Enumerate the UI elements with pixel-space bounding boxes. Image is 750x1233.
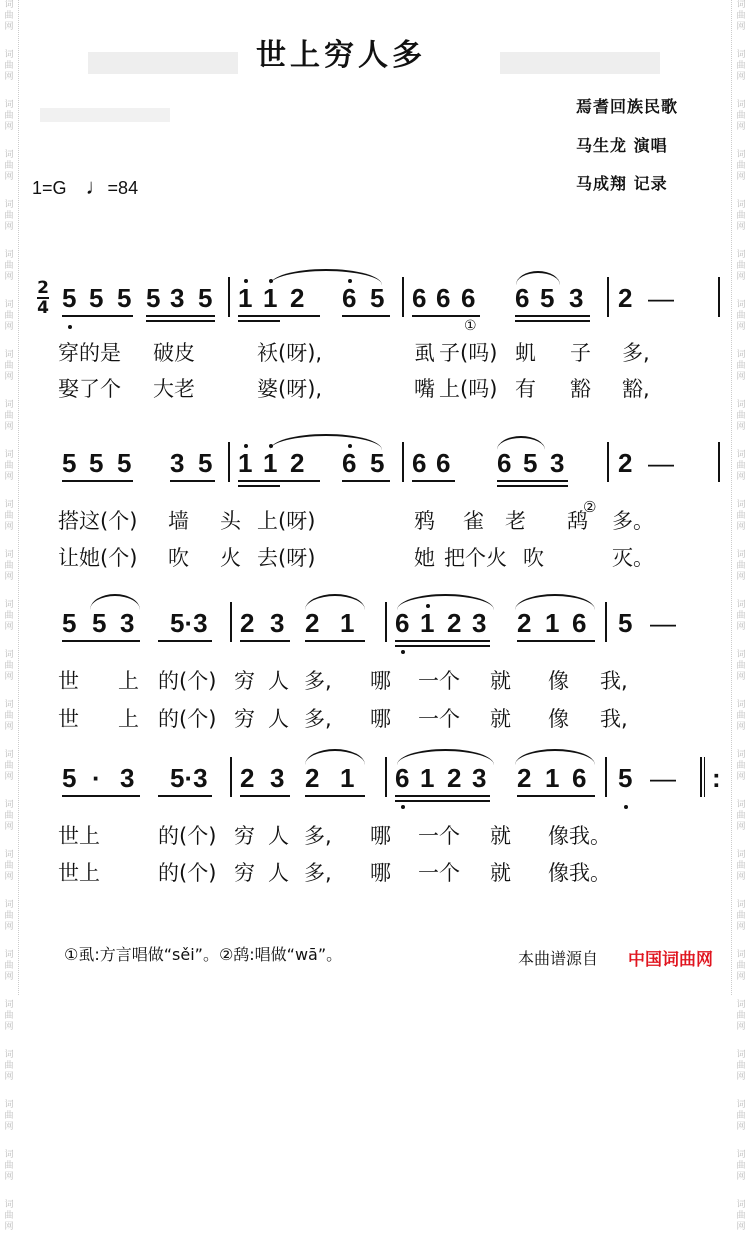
barline	[228, 442, 230, 482]
note: 5	[89, 283, 104, 313]
tie	[497, 436, 545, 450]
note: 5	[540, 283, 555, 313]
lyric: 豁,	[622, 377, 650, 401]
lyric: 老	[505, 509, 526, 533]
note: —	[648, 448, 674, 478]
note: ·	[92, 763, 101, 793]
barline	[605, 602, 607, 642]
lyric: 我,	[600, 669, 628, 693]
barline	[385, 757, 387, 797]
watermark-text: 词 曲 网	[4, 300, 14, 332]
note: 1	[238, 448, 253, 478]
note: 5	[117, 283, 132, 313]
underline-beam	[62, 640, 140, 642]
tie	[516, 271, 560, 285]
note: 6	[436, 448, 451, 478]
octave-dot-below	[624, 805, 628, 809]
note: 3	[270, 608, 285, 638]
note: 1	[340, 608, 355, 638]
credit-singer: 马生龙 演唱	[576, 136, 668, 155]
note: 5	[62, 763, 77, 793]
lyric: 的(个)	[158, 861, 217, 885]
note: 5	[62, 283, 77, 313]
lyric: 上(吗)	[439, 377, 498, 401]
note: 5	[146, 283, 161, 313]
double-underline-beam	[238, 320, 280, 322]
watermark-text: 词 曲 网	[736, 500, 746, 532]
lyric: 哪	[370, 861, 391, 885]
watermark-text: 词 曲 网	[4, 750, 14, 782]
watermark-text: 词 曲 网	[736, 0, 746, 32]
footnote: ①虱:方言唱做“sěi”。②鸹:唱做“wā”。	[64, 945, 343, 964]
octave-dot-below	[401, 805, 405, 809]
lyric: 灭。	[612, 546, 654, 570]
note: 2	[240, 608, 255, 638]
underline-beam	[517, 795, 595, 797]
lyric: 豁	[570, 377, 591, 401]
note: 6	[342, 283, 357, 313]
watermark-text: 词 曲 网	[4, 100, 14, 132]
underline-beam	[158, 795, 212, 797]
lyric: 就	[490, 707, 511, 731]
note: 6	[412, 283, 427, 313]
note: 1	[545, 763, 560, 793]
footnote-marker-1: ①	[464, 318, 477, 334]
lyric: 像	[548, 669, 569, 693]
lyric: 她	[414, 546, 435, 570]
note: 6	[395, 608, 410, 638]
note: 6	[436, 283, 451, 313]
octave-dot-above	[348, 279, 352, 283]
lyric: 穷	[234, 861, 255, 885]
note: 5·3	[170, 608, 208, 638]
barline	[700, 757, 702, 797]
note: 3	[120, 763, 135, 793]
note: 1	[263, 448, 278, 478]
note: 5	[89, 448, 104, 478]
note: 3	[550, 448, 565, 478]
lyric: 虱	[414, 341, 435, 365]
underline-beam	[342, 480, 390, 482]
lyric: 就	[490, 824, 511, 848]
lyric: 子	[570, 341, 591, 365]
underline-beam	[517, 640, 595, 642]
watermark-text: 词 曲 网	[4, 850, 14, 882]
lyric: 一个	[418, 824, 460, 848]
lyric: 破皮	[153, 341, 195, 365]
lyric: 一个	[418, 707, 460, 731]
lyric: 人	[268, 861, 289, 885]
lyric: 上	[118, 707, 139, 731]
double-underline-beam	[395, 645, 490, 647]
lyric: 雀	[463, 509, 484, 533]
note: 5	[117, 448, 132, 478]
credit-origin: 焉耆回族民歌	[576, 97, 679, 116]
lyric: 有	[515, 377, 536, 401]
underline-beam	[342, 315, 390, 317]
lyric: 世	[58, 669, 79, 693]
watermark-text: 词 曲 网	[736, 550, 746, 582]
note: —	[650, 608, 676, 638]
octave-dot-above	[269, 444, 273, 448]
barline	[385, 602, 387, 642]
note: 5	[62, 608, 77, 638]
octave-dot-above	[244, 444, 248, 448]
underline-beam	[62, 315, 133, 317]
lyric: 头	[220, 509, 241, 533]
underline-beam	[62, 795, 140, 797]
barline	[230, 757, 232, 797]
lyric: 世	[58, 707, 79, 731]
lyric: 嘴	[414, 377, 435, 401]
note: 3	[170, 448, 185, 478]
time-signature-top: 2	[37, 278, 49, 298]
underline-beam	[62, 480, 133, 482]
watermark-text: 词 曲 网	[4, 1200, 14, 1232]
octave-dot-above	[348, 444, 352, 448]
watermark-text: 词 曲 网	[4, 900, 14, 932]
note: 3	[120, 608, 135, 638]
slur	[90, 594, 140, 610]
watermark-text: 词 曲 网	[736, 1050, 746, 1082]
octave-dot-above	[244, 279, 248, 283]
watermark-text: 词 曲 网	[736, 600, 746, 632]
lyric: 哪	[370, 669, 391, 693]
lyric: 多,	[622, 341, 650, 365]
lyric: 吹	[523, 546, 544, 570]
note: 6	[395, 763, 410, 793]
watermark-text: 词 曲 网	[736, 200, 746, 232]
note: 2	[240, 763, 255, 793]
lyric: 火	[220, 546, 241, 570]
lyric: 去(呀)	[257, 546, 316, 570]
lyric: 子(吗)	[439, 341, 498, 365]
repeat-barline	[704, 757, 705, 797]
watermark-text: 词 曲 网	[4, 250, 14, 282]
note: 5	[523, 448, 538, 478]
lyric: 上	[118, 669, 139, 693]
lyric: 多,	[304, 861, 332, 885]
tempo-value: =84	[107, 178, 139, 198]
left-watermark-strip	[0, 0, 19, 1232]
watermark-text: 词 曲 网	[736, 900, 746, 932]
lyric: 袄(呀),	[257, 341, 323, 365]
watermark-text: 词 曲 网	[4, 550, 14, 582]
note: 5	[370, 283, 385, 313]
quarter-note-icon: ♩	[85, 174, 108, 199]
underline-beam	[395, 795, 490, 797]
lyric: 人	[268, 669, 289, 693]
octave-dot-above	[269, 279, 273, 283]
barline	[402, 442, 404, 482]
key-signature	[32, 174, 138, 200]
scan-noise	[40, 108, 170, 122]
note: 1	[420, 608, 435, 638]
note: 2	[618, 283, 633, 313]
underline-beam	[158, 640, 212, 642]
underline-beam	[146, 315, 215, 317]
note: 2	[618, 448, 633, 478]
octave-dot-below	[401, 650, 405, 654]
double-underline-beam	[395, 800, 490, 802]
lyric: 的(个)	[158, 669, 217, 693]
note: 5	[370, 448, 385, 478]
lyric: 的(个)	[158, 824, 217, 848]
lyric: 鸦	[414, 509, 435, 533]
lyric: 我,	[600, 707, 628, 731]
note: 3	[472, 608, 487, 638]
lyric: 穷	[234, 824, 255, 848]
watermark-text: 词 曲 网	[736, 950, 746, 982]
underline-beam	[240, 640, 290, 642]
lyric: 鸹	[567, 509, 588, 533]
note: 5	[62, 448, 77, 478]
watermark-text: 词 曲 网	[736, 250, 746, 282]
lyric: 墙	[168, 509, 189, 533]
barline	[402, 277, 404, 317]
watermark-text: 词 曲 网	[4, 1000, 14, 1032]
lyric: 就	[490, 669, 511, 693]
time-signature-bottom: 4	[37, 298, 49, 318]
underline-beam	[497, 480, 568, 482]
watermark-text: 词 曲 网	[736, 1100, 746, 1132]
underline-beam	[238, 480, 320, 482]
watermark-text: 词 曲 网	[736, 1200, 746, 1232]
note: 1	[238, 283, 253, 313]
note: —	[648, 283, 674, 313]
lyric: 娶了个	[58, 377, 121, 401]
note: 6	[572, 763, 587, 793]
lyric: 穷	[234, 707, 255, 731]
note: 3	[270, 763, 285, 793]
lyric: 穷	[234, 669, 255, 693]
underline-beam	[170, 480, 215, 482]
watermark-text: 词 曲 网	[4, 450, 14, 482]
watermark-text: 词 曲 网	[736, 1150, 746, 1182]
watermark-text: 词 曲 网	[4, 600, 14, 632]
watermark-text: 词 曲 网	[4, 950, 14, 982]
lyric: 上(呀)	[257, 509, 316, 533]
lyric: 多,	[304, 707, 332, 731]
lyric: 让她(个)	[58, 546, 138, 570]
time-signature	[37, 280, 49, 316]
lyric: 穿的是	[58, 341, 121, 365]
watermark-text: 词 曲 网	[736, 150, 746, 182]
lyric: 哪	[370, 707, 391, 731]
note: 2	[517, 608, 532, 638]
watermark-text: 词 曲 网	[4, 500, 14, 532]
note: 5	[618, 763, 633, 793]
note: 5	[92, 608, 107, 638]
slur	[397, 749, 494, 765]
watermark-text: 词 曲 网	[736, 50, 746, 82]
note: 3	[170, 283, 185, 313]
underline-beam	[515, 315, 590, 317]
lyric: 像我。	[548, 861, 611, 885]
octave-dot-below	[68, 325, 72, 329]
watermark-text: 词 曲 网	[4, 200, 14, 232]
watermark-text: 词 曲 网	[736, 300, 746, 332]
watermark-text: 词 曲 网	[736, 850, 746, 882]
note: 6	[497, 448, 512, 478]
lyric: 世上	[58, 861, 100, 885]
slur	[515, 594, 595, 610]
lyric: 把个火	[444, 546, 507, 570]
footnote-marker-2: ②	[583, 498, 597, 516]
underline-beam	[305, 640, 365, 642]
lyric: 搭这(个)	[58, 509, 138, 533]
watermark-text: 词 曲 网	[4, 800, 14, 832]
slur	[397, 594, 494, 610]
barline	[607, 442, 609, 482]
scan-noise	[500, 52, 660, 74]
slur	[305, 749, 365, 765]
note: 6	[461, 283, 476, 313]
slur	[270, 434, 382, 450]
note: 5	[198, 448, 213, 478]
lyric: 哪	[370, 824, 391, 848]
lyric: 就	[490, 861, 511, 885]
note: 2	[305, 608, 320, 638]
lyric: 多,	[304, 669, 332, 693]
note: 2	[305, 763, 320, 793]
watermark-text: 词 曲 网	[4, 1050, 14, 1082]
barline	[607, 277, 609, 317]
underline-beam	[238, 315, 320, 317]
source-prefix: 本曲谱源自	[518, 949, 599, 968]
barline	[718, 277, 720, 317]
note: 2	[517, 763, 532, 793]
watermark-text: 词 曲 网	[736, 350, 746, 382]
note: 2	[447, 608, 462, 638]
underline-beam	[305, 795, 365, 797]
watermark-text: 词 曲 网	[736, 650, 746, 682]
double-underline-beam	[497, 485, 568, 487]
lyric: 的(个)	[158, 707, 217, 731]
note: 6	[515, 283, 530, 313]
lyric: 一个	[418, 669, 460, 693]
barline	[718, 442, 720, 482]
watermark-text: 词 曲 网	[4, 50, 14, 82]
watermark-text: 词 曲 网	[4, 350, 14, 382]
octave-dot-above	[426, 604, 430, 608]
note: 2	[290, 283, 305, 313]
note: 6	[572, 608, 587, 638]
watermark-text: 词 曲 网	[736, 400, 746, 432]
credit-recorder: 马成翔 记录	[576, 174, 668, 193]
lyric: 大老	[153, 377, 195, 401]
note: 5	[618, 608, 633, 638]
underline-beam	[412, 315, 480, 317]
underline-beam	[395, 640, 490, 642]
note: 1	[340, 763, 355, 793]
watermark-text: 词 曲 网	[736, 450, 746, 482]
note: :	[712, 763, 721, 793]
tonality: 1=G	[32, 178, 67, 198]
slur	[270, 269, 382, 285]
lyric: 多。	[612, 509, 654, 533]
note: 6	[412, 448, 427, 478]
double-underline-beam	[515, 320, 590, 322]
watermark-text: 词 曲 网	[4, 400, 14, 432]
note: —	[650, 763, 676, 793]
song-title: 世上穷人多	[256, 38, 426, 73]
lyric: 虮	[515, 341, 536, 365]
lyric: 人	[268, 707, 289, 731]
source-brand-link[interactable]: 中国词曲网	[628, 950, 713, 970]
note: 5	[198, 283, 213, 313]
underline-beam	[412, 480, 455, 482]
watermark-text: 词 曲 网	[736, 100, 746, 132]
lyric: 像	[548, 707, 569, 731]
barline	[230, 602, 232, 642]
lyric: 人	[268, 824, 289, 848]
lyric: 多,	[304, 824, 332, 848]
watermark-text: 词 曲 网	[736, 700, 746, 732]
watermark-text: 词 曲 网	[4, 1100, 14, 1132]
double-underline-beam	[146, 320, 215, 322]
note: 3	[472, 763, 487, 793]
watermark-text: 词 曲 网	[4, 150, 14, 182]
watermark-text: 词 曲 网	[4, 0, 14, 32]
note: 3	[569, 283, 584, 313]
scan-noise	[88, 52, 238, 74]
barline	[605, 757, 607, 797]
slur	[305, 594, 365, 610]
note: 1	[420, 763, 435, 793]
watermark-text: 词 曲 网	[4, 1150, 14, 1182]
right-watermark-strip	[731, 0, 750, 1232]
slur	[515, 749, 595, 765]
watermark-text: 词 曲 网	[4, 650, 14, 682]
watermark-text: 词 曲 网	[736, 1000, 746, 1032]
note: 1	[545, 608, 560, 638]
double-underline-beam	[238, 485, 280, 487]
lyric: 一个	[418, 861, 460, 885]
watermark-text: 词 曲 网	[736, 800, 746, 832]
lyric: 婆(呀),	[257, 377, 323, 401]
barline	[228, 277, 230, 317]
underline-beam	[240, 795, 290, 797]
note: 2	[447, 763, 462, 793]
lyric: 世上	[58, 824, 100, 848]
lyric: 吹	[168, 546, 189, 570]
watermark-text: 词 曲 网	[736, 750, 746, 782]
note: 6	[342, 448, 357, 478]
note: 5·3	[170, 763, 208, 793]
watermark-text: 词 曲 网	[4, 700, 14, 732]
lyric: 像我。	[548, 824, 611, 848]
note: 2	[290, 448, 305, 478]
note: 1	[263, 283, 278, 313]
